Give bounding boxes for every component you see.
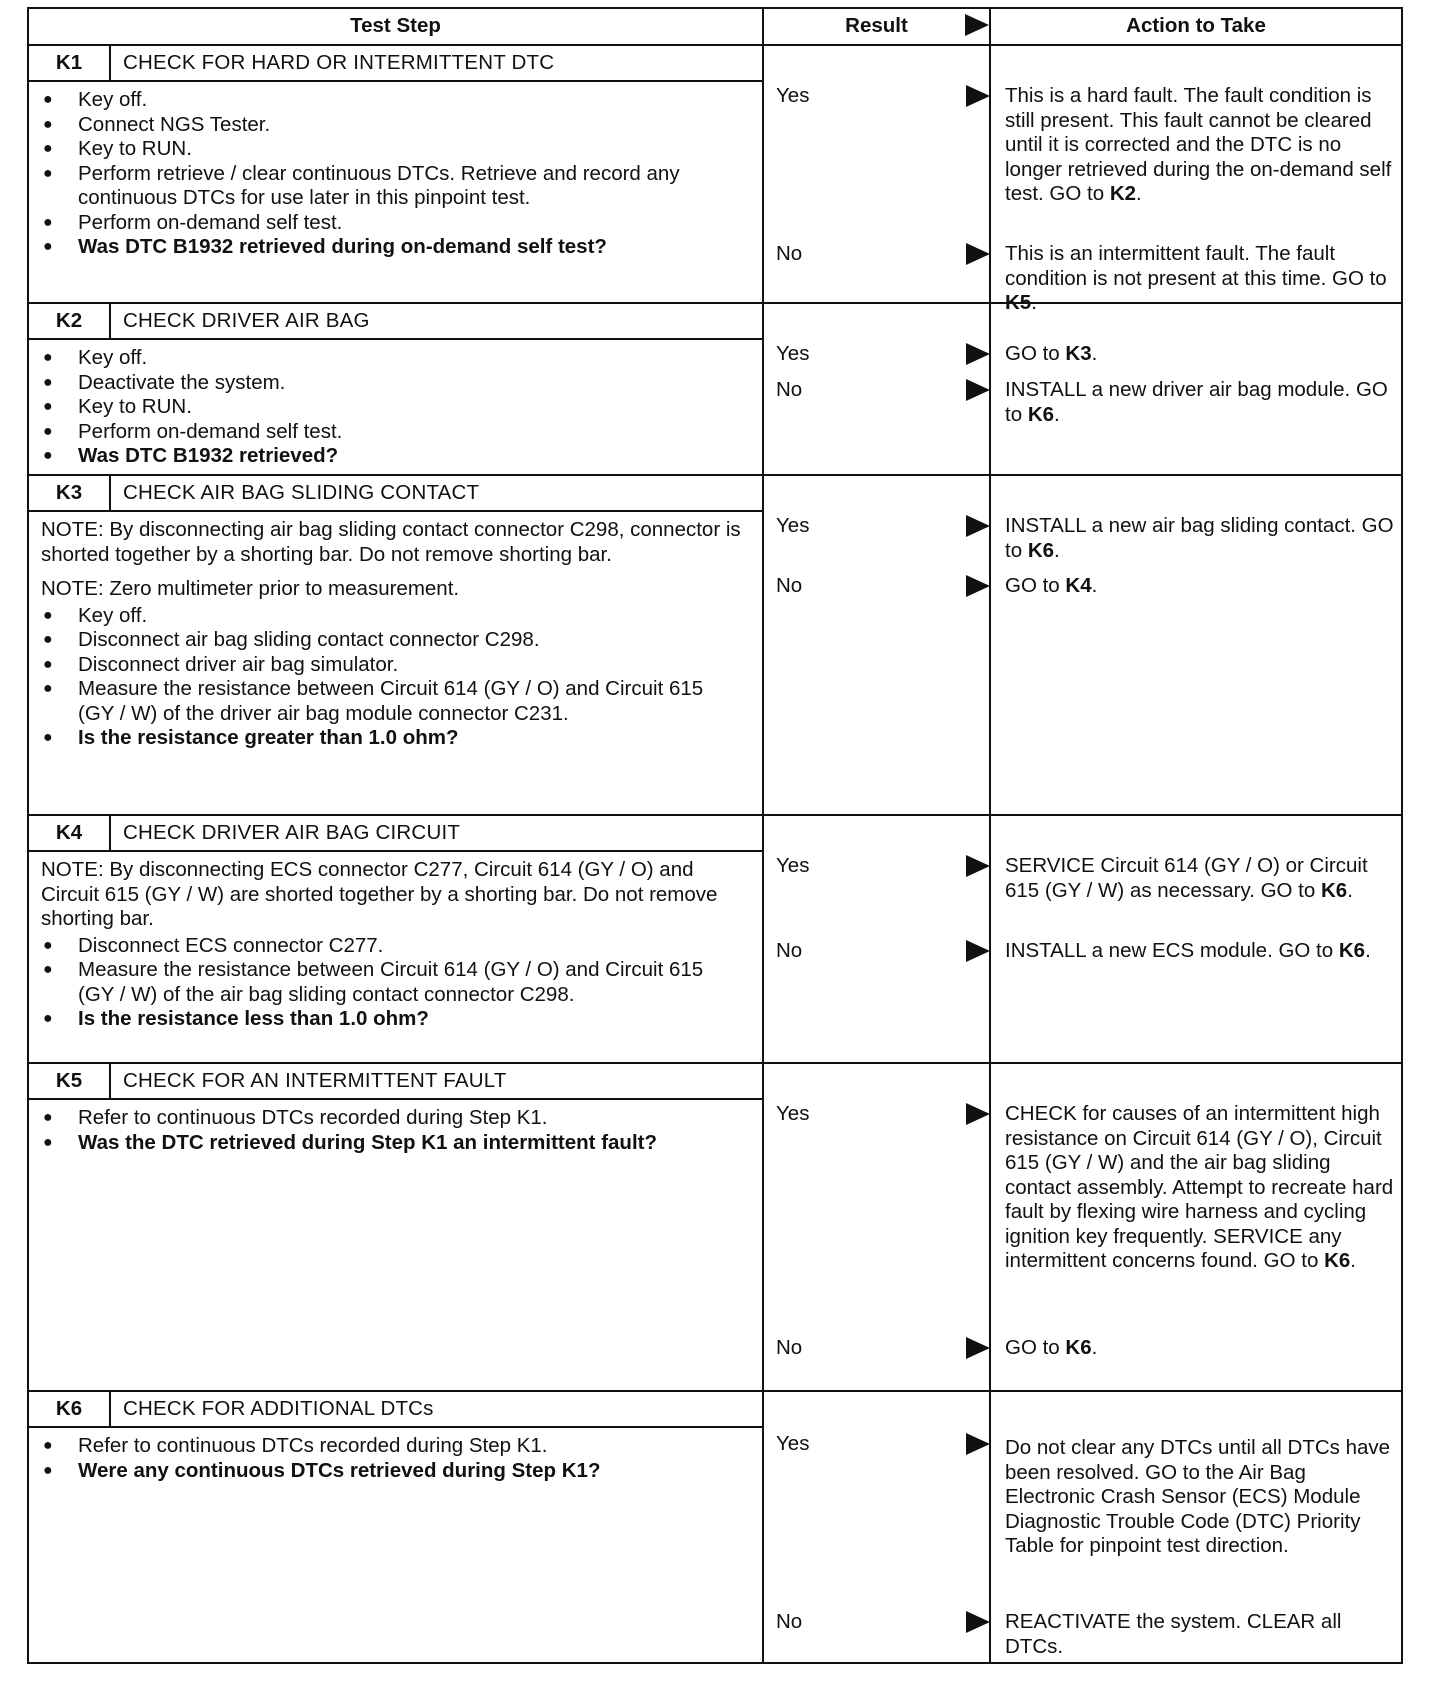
- step-row-k6: [28, 1391, 1402, 1663]
- arrow-right-icon: [966, 243, 990, 265]
- action-no: This is an intermittent fault. The fault condition is not present at this time. GO to K5.: [1005, 242, 1387, 314]
- result-cell: [763, 45, 990, 303]
- step-id: K2: [29, 304, 111, 338]
- step-question: ● Were any continuous DTCs retrieved during Step K1?: [41, 1459, 742, 1484]
- result-no: No: [776, 378, 989, 404]
- step-row-k5: [28, 1063, 1402, 1391]
- arrow-right-icon: [966, 343, 990, 365]
- step-cell: [28, 815, 763, 1063]
- result-yes: Yes: [776, 854, 989, 880]
- action-yes: Do not clear any DTCs until all DTCs have been resolved. GO to the Air Bag Electronic Crash Sensor (ECS) Module Diagnostic Trouble Code (DTC) Priority Table for pinpoint test direction.: [1005, 1436, 1391, 1557]
- result-cell: [763, 815, 990, 1063]
- step-note: NOTE: By disconnecting ECS connector C277, Circuit 614 (GY / O) and Circuit 615 (GY / W) are shorted together by a shorting bar. Do not remove shorting bar.: [41, 858, 718, 930]
- step-title: CHECK FOR HARD OR INTERMITTENT DTC: [123, 51, 555, 74]
- step-cell: [28, 1391, 763, 1663]
- action-cell: [990, 45, 1402, 314]
- result-yes: Yes: [776, 1432, 989, 1458]
- step-title: CHECK DRIVER AIR BAG: [123, 309, 370, 332]
- result-yes: Yes: [776, 342, 989, 368]
- arrow-right-icon: [966, 85, 990, 107]
- arrow-right-icon: [966, 1337, 990, 1359]
- result-cell: [763, 303, 990, 475]
- result-cell: [763, 475, 990, 815]
- step-id: K5: [29, 1064, 111, 1098]
- step-bullet: ● Perform on-demand self test.: [41, 420, 742, 445]
- step-bullet-list: [41, 1106, 742, 1155]
- action-no: GO to K6.: [1005, 1336, 1098, 1359]
- action-no: INSTALL a new ECS module. GO to K6.: [1005, 939, 1371, 962]
- result-yes: Yes: [776, 1102, 989, 1128]
- step-bullet: ● Perform retrieve / clear continuous DTCs. Retrieve and record any continuous DTCs for use later in this pinpoint test.: [41, 162, 742, 211]
- step-bullet: ● Measure the resistance between Circuit 614 (GY / O) and Circuit 615 (GY / W) of the air bag sliding contact connector C298.: [41, 958, 742, 1007]
- action-cell: [990, 1063, 1402, 1391]
- action-no: REACTIVATE the system. CLEAR all DTCs.: [1005, 1610, 1342, 1658]
- result-no: No: [776, 1610, 989, 1636]
- step-title: CHECK AIR BAG SLIDING CONTACT: [123, 481, 480, 504]
- header-result-label: Result: [845, 14, 908, 38]
- step-id: K3: [29, 476, 111, 510]
- step-question: ● Was the DTC retrieved during Step K1 an intermittent fault?: [41, 1131, 742, 1156]
- step-bullet: ● Key to RUN.: [41, 395, 742, 420]
- step-bullet-list: [41, 934, 742, 1032]
- step-bullet-list: [41, 1434, 742, 1483]
- step-title: CHECK FOR ADDITIONAL DTCs: [123, 1397, 434, 1420]
- step-note: NOTE: Zero multimeter prior to measurement.: [41, 577, 460, 600]
- table-header-row: [28, 8, 1402, 45]
- arrow-right-icon: [966, 515, 990, 537]
- step-row-k1: [28, 45, 1402, 303]
- action-cell: [990, 303, 1402, 475]
- step-bullet: ● Disconnect ECS connector C277.: [41, 934, 742, 959]
- header-test-step: Test Step: [28, 8, 763, 45]
- step-bullet: ● Connect NGS Tester.: [41, 113, 742, 138]
- action-yes: GO to K3.: [1005, 342, 1098, 365]
- step-question: ● Is the resistance greater than 1.0 ohm?: [41, 726, 742, 751]
- action-yes: This is a hard fault. The fault condition is still present. This fault cannot be cleared until it is corrected and the DTC is no longer retrieved during the on-demand self test. GO to K2.: [1005, 84, 1392, 205]
- header-action: Action to Take: [990, 8, 1402, 45]
- header-result: [763, 8, 990, 45]
- pinpoint-test-document: [27, 7, 1401, 1664]
- step-cell: [28, 1063, 763, 1391]
- action-no: INSTALL a new driver air bag module. GO to K6.: [1005, 378, 1388, 426]
- arrow-right-icon: [966, 940, 990, 962]
- step-row-k2: [28, 303, 1402, 475]
- result-yes: Yes: [776, 84, 989, 110]
- step-bullet: ● Key off.: [41, 604, 742, 629]
- result-yes: Yes: [776, 514, 989, 540]
- arrow-right-icon: [966, 1611, 990, 1633]
- arrow-right-icon: [966, 1103, 990, 1125]
- action-no: GO to K4.: [1005, 574, 1098, 597]
- arrow-right-icon: [966, 379, 990, 401]
- step-bullet-list: [41, 88, 742, 260]
- action-cell: [990, 815, 1402, 1063]
- step-row-k3: [28, 475, 1402, 815]
- step-bullet: ● Key off.: [41, 346, 742, 371]
- step-id: K1: [29, 46, 111, 80]
- result-no: No: [776, 242, 989, 268]
- action-yes: SERVICE Circuit 614 (GY / O) or Circuit 615 (GY / W) as necessary. GO to K6.: [1005, 854, 1368, 902]
- step-row-k4: [28, 815, 1402, 1063]
- step-note: NOTE: By disconnecting air bag sliding contact connector C298, connector is shorted together by a shorting bar. Do not remove shorting bar.: [41, 518, 741, 566]
- step-bullet-list: [41, 604, 742, 751]
- action-cell: [990, 1391, 1402, 1663]
- step-bullet: ● Refer to continuous DTCs recorded during Step K1.: [41, 1106, 742, 1131]
- step-bullet: ● Key to RUN.: [41, 137, 742, 162]
- step-question: ● Was DTC B1932 retrieved?: [41, 444, 742, 469]
- result-no: No: [776, 1336, 989, 1362]
- step-id: K4: [29, 816, 111, 850]
- result-no: No: [776, 939, 989, 965]
- step-bullet: ● Perform on-demand self test.: [41, 211, 742, 236]
- action-yes: CHECK for causes of an intermittent high resistance on Circuit 614 (GY / O), Circuit 615 (GY / W) and the air bag sliding contact assembly. Attempt to recreate hard fault by flexing wire harness and cycling ignition key frequently. SERVICE any intermittent concerns found. GO to K6.: [1005, 1102, 1394, 1272]
- step-id: K6: [29, 1392, 111, 1426]
- arrow-right-icon: [966, 575, 990, 597]
- step-bullet: ● Refer to continuous DTCs recorded during Step K1.: [41, 1434, 742, 1459]
- step-cell: [28, 475, 763, 815]
- result-cell: [763, 1063, 990, 1391]
- step-bullet: ● Disconnect air bag sliding contact connector C298.: [41, 628, 742, 653]
- step-cell: [28, 303, 763, 475]
- arrow-right-icon: [966, 855, 990, 877]
- action-cell: [990, 475, 1402, 815]
- result-cell: [763, 1391, 990, 1663]
- step-bullet-list: [41, 346, 742, 469]
- step-bullet: ● Measure the resistance between Circuit 614 (GY / O) and Circuit 615 (GY / W) of the driver air bag module connector C231.: [41, 677, 742, 726]
- step-bullet: ● Disconnect driver air bag simulator.: [41, 653, 742, 678]
- step-bullet: ● Key off.: [41, 88, 742, 113]
- arrow-right-icon: [965, 14, 989, 36]
- result-no: No: [776, 574, 989, 600]
- step-bullet: ● Deactivate the system.: [41, 371, 742, 396]
- step-cell: [28, 45, 763, 303]
- pinpoint-test-table: [27, 7, 1403, 1664]
- step-question: ● Was DTC B1932 retrieved during on-demand self test?: [41, 235, 742, 260]
- action-yes: INSTALL a new air bag sliding contact. GO to K6.: [1005, 514, 1394, 562]
- arrow-right-icon: [966, 1433, 990, 1455]
- step-title: CHECK DRIVER AIR BAG CIRCUIT: [123, 821, 461, 844]
- step-question: ● Is the resistance less than 1.0 ohm?: [41, 1007, 742, 1032]
- step-title: CHECK FOR AN INTERMITTENT FAULT: [123, 1069, 507, 1092]
